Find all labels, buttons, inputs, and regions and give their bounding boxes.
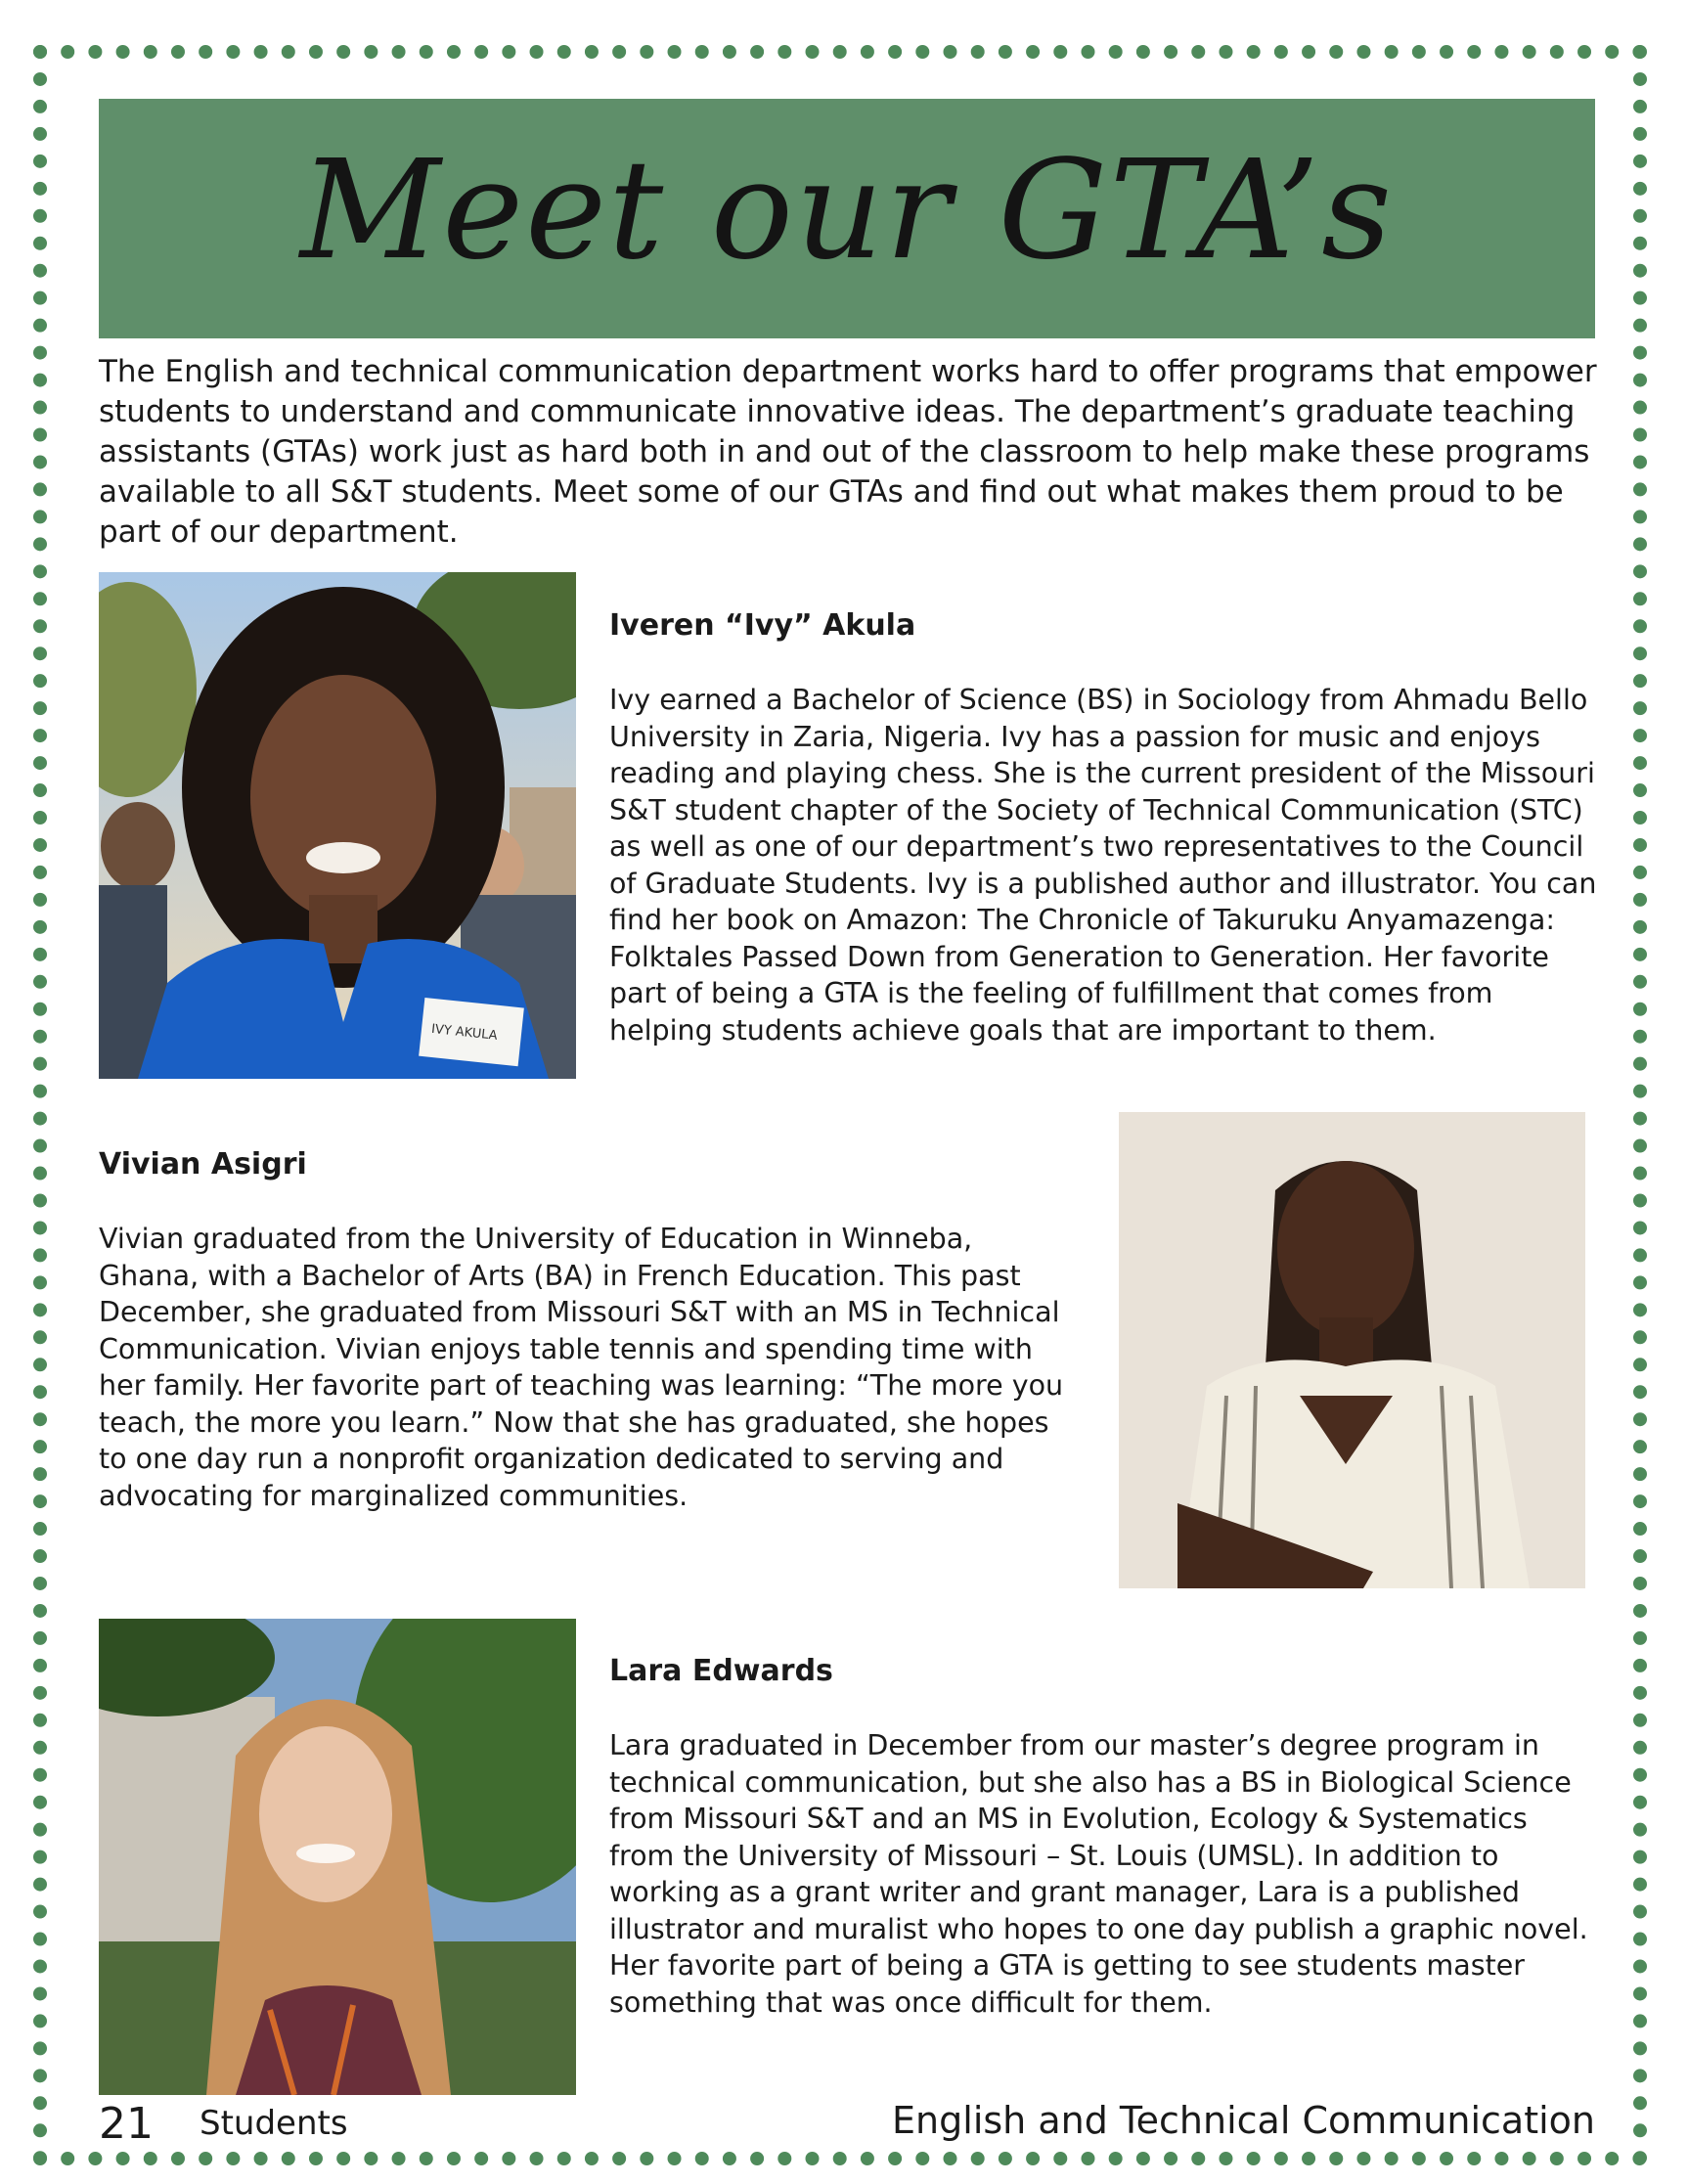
lara-edwards-photo [99,1619,576,2095]
footer-department: English and Technical Communication [892,2099,1595,2142]
profile-bio-vivian: Vivian graduated from the University of Education in Winneba, Ghana, with a Bachelor of Arts (BA) in French Education. This past December, she graduated from Missouri S&T with an MS in Technical Communication. Vivian enjoys table tennis and spending time with her family. Her favorite part of teaching was learning: “The more you teach, the more you learn.” Now that she has graduated, she hopes to one day run a nonprofit organization dedicated to serving and advocating for marginalized communities. [99,1223,1064,1512]
profile-bio-lara: Lara graduated in December from our master’s degree program in technical communication, but she also has a BS in Biological Science from Missouri S&T and an MS in Evolution, Ecology & Systematics from the University of Missouri – St. Louis (UMSL). In addition to working as a grant writer and grant manager, Lara is a published illustrator and muralist who hopes to one day publish a graphic novel. Her favorite part of being a GTA is getting to see students master something that was once difficult for them. [609,1729,1588,2019]
page-number: 21 [99,2099,154,2149]
profile-bio-ivy: Ivy earned a Bachelor of Science (BS) in Sociology from Ahmadu Bello University in Zaria, Nigeria. Ivy has a passion for music and enjoys reading and playing chess. She is the current president of the Missouri S&T student chapter of the Society of Technical Communication (STC) as well as one of our department’s two representatives to the Council of Graduate Students. Ivy is a published author and illustrator. You can find her book on Amazon: The Chronicle of Takuruku Anyamazenga: Folktales Passed Down from Generation to Generation. Her favorite part of being a GTA is the feeling of fulfillment that comes from helping students achieve goals that are important to them. [609,684,1597,1047]
name-tag-text: IVY AKULA [430,1021,499,1044]
footer-section-label: Students [200,2104,348,2143]
profile-name-ivy: Iveren “Ivy” Akula [609,608,916,643]
ivy-akula-photo [99,572,576,1079]
intro-paragraph: The English and technical communication department works hard to offer programs that empower students to understand and communicate innovative ideas. The department’s graduate teaching assistants (GTAs) work just as hard both in and out of the classroom to help make these programs available to all S&T students. Meet some of our GTAs and find out what makes them proud to be part of our department. [99,354,1597,550]
page-title: Meet our GTA’s [299,131,1395,290]
title-banner [99,99,1595,338]
profile-name-lara: Lara Edwards [609,1654,833,1688]
vivian-asigri-photo [1119,1112,1585,1588]
profile-name-vivian: Vivian Asigri [99,1147,307,1181]
